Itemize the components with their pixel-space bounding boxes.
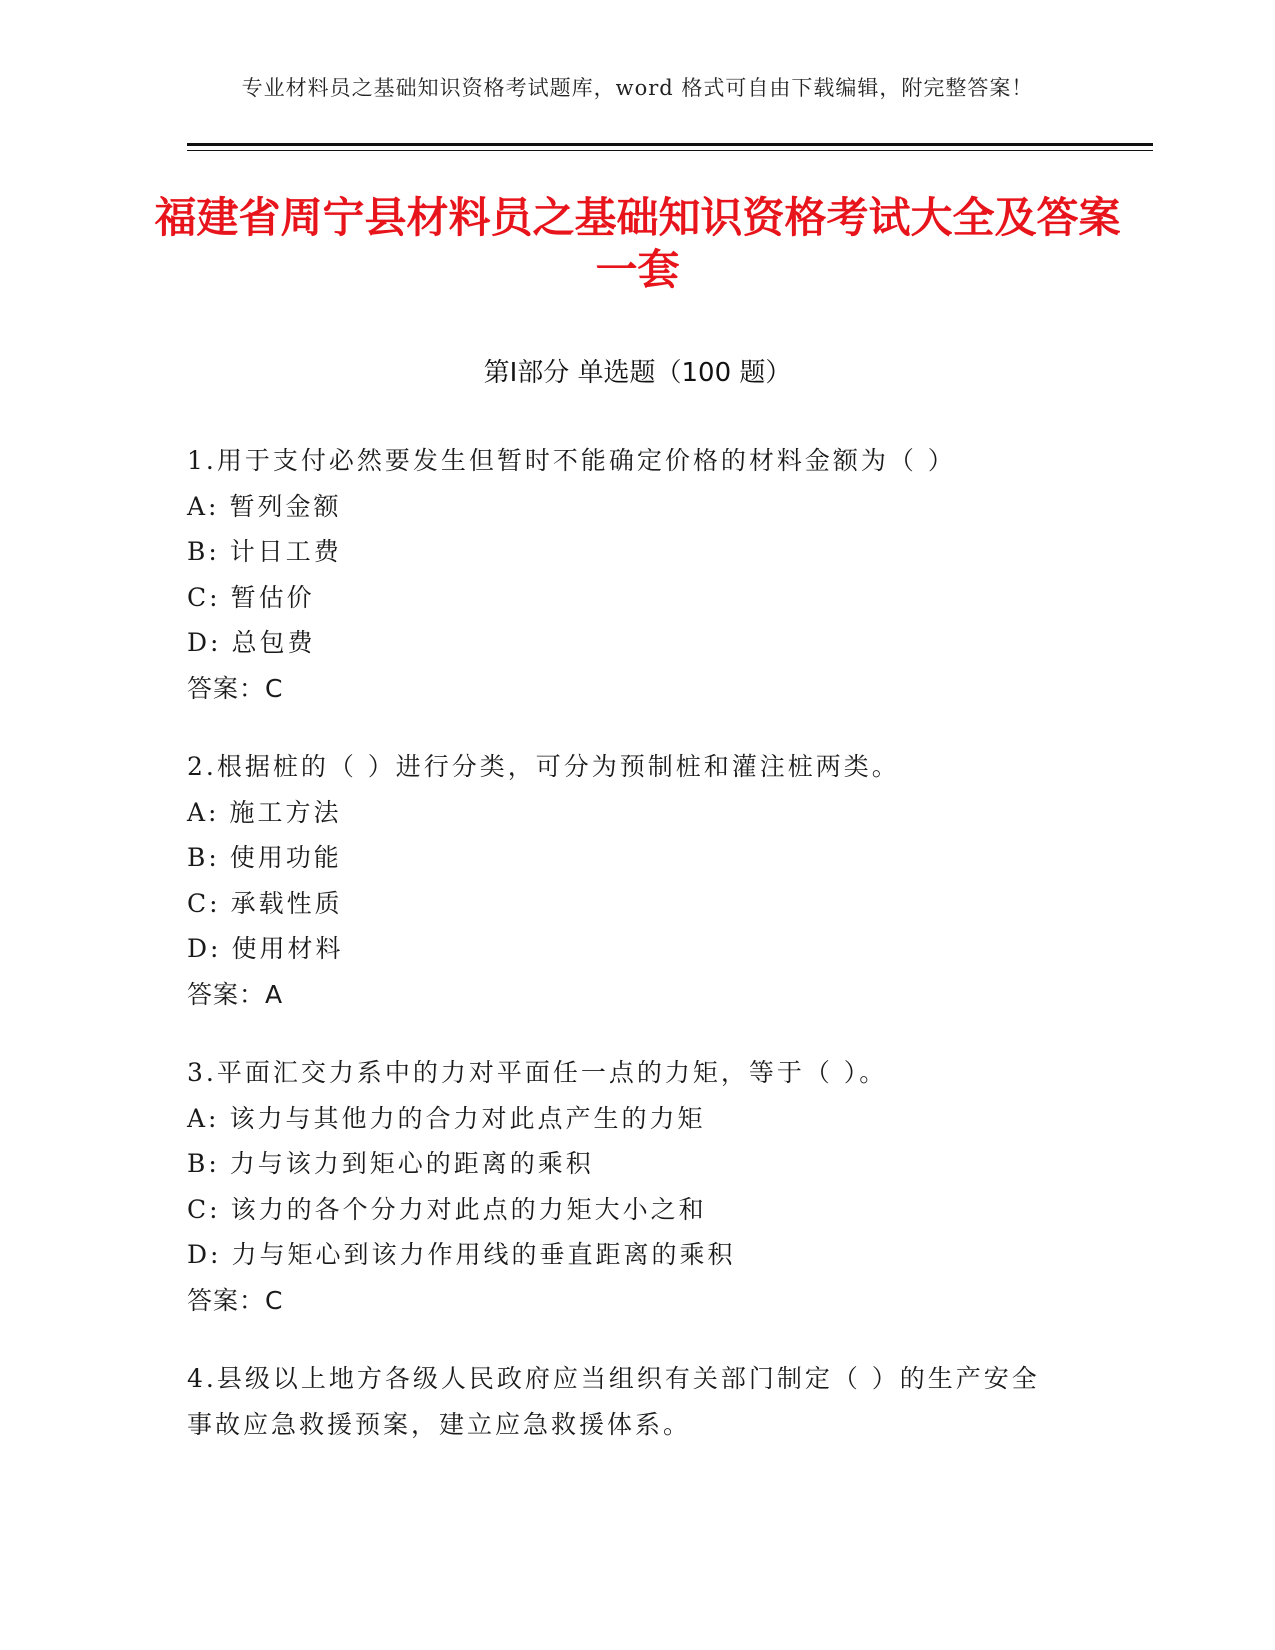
option-letter: D:: [187, 628, 222, 657]
option-text: 使用功能: [229, 843, 342, 872]
option-letter: A:: [187, 1103, 220, 1133]
option-b: [187, 529, 1087, 575]
option-b: [187, 1141, 1087, 1187]
option-text: 使用材料: [231, 934, 344, 963]
option-letter: C:: [187, 1194, 221, 1224]
question-3: [187, 1050, 1087, 1323]
question-stem: 3.平面汇交力系中的力对平面任一点的力矩，等于（ ）。: [187, 1058, 888, 1087]
option-c: [187, 575, 1087, 621]
option-letter: A:: [187, 797, 220, 827]
option-text: 承载性质: [230, 888, 343, 918]
option-text: 力与该力到矩心的距离的乘积: [229, 1149, 594, 1178]
option-letter: B:: [187, 843, 220, 872]
option-d: [187, 1232, 1087, 1278]
header-rule-thin: [187, 150, 1153, 151]
option-letter: C:: [187, 582, 221, 612]
question-stem: 4.县级以上地方各级人民政府应当组织有关部门制定（ ）的生产安全事故应急救援预案，建立应急救援体系。: [187, 1364, 1040, 1439]
document-title: 福建省周宁县材料员之基础知识资格考试大全及答案一套: [154, 193, 1121, 294]
question-4: [187, 1356, 1087, 1447]
option-text: 施工方法: [229, 797, 342, 827]
option-letter: B:: [187, 537, 220, 566]
option-text: 暂列金额: [229, 491, 342, 521]
option-text: 计日工费: [229, 537, 342, 566]
answer: 答案：C: [187, 673, 284, 703]
option-a: [187, 790, 1087, 836]
option-letter: D:: [187, 1240, 222, 1269]
answer: 答案：A: [187, 979, 284, 1009]
option-a: [187, 1096, 1087, 1142]
option-text: 力与矩心到该力作用线的垂直距离的乘积: [231, 1240, 736, 1269]
option-c: [187, 881, 1087, 927]
answer: 答案：C: [187, 1285, 284, 1315]
option-letter: B:: [187, 1149, 220, 1178]
option-text: 该力的各个分力对此点的力矩大小之和: [230, 1194, 707, 1224]
option-letter: C:: [187, 888, 221, 918]
option-text: 总包费: [231, 628, 316, 657]
header-note: 专业材料员之基础知识资格考试题库，word 格式可自由下载编辑，附完整答案！: [241, 76, 1034, 100]
option-letter: A:: [187, 491, 220, 521]
option-d: [187, 620, 1087, 666]
option-a: [187, 484, 1087, 530]
option-c: [187, 1187, 1087, 1233]
option-b: [187, 835, 1087, 881]
option-d: [187, 926, 1087, 972]
option-letter: D:: [187, 934, 222, 963]
question-list: [187, 438, 1087, 1480]
section-heading: 第Ⅰ部分 单选题（100 题）: [483, 358, 792, 388]
option-text: 暂估价: [230, 582, 315, 612]
header-rule-thick: [187, 143, 1153, 146]
question-stem: 2.根据桩的（ ）进行分类，可分为预制桩和灌注桩两类。: [187, 752, 900, 781]
option-text: 该力与其他力的合力对此点产生的力矩: [229, 1103, 706, 1133]
question-stem: 1.用于支付必然要发生但暂时不能确定价格的材料金额为（ ）: [187, 446, 956, 475]
question-1: [187, 438, 1087, 711]
question-2: [187, 744, 1087, 1017]
